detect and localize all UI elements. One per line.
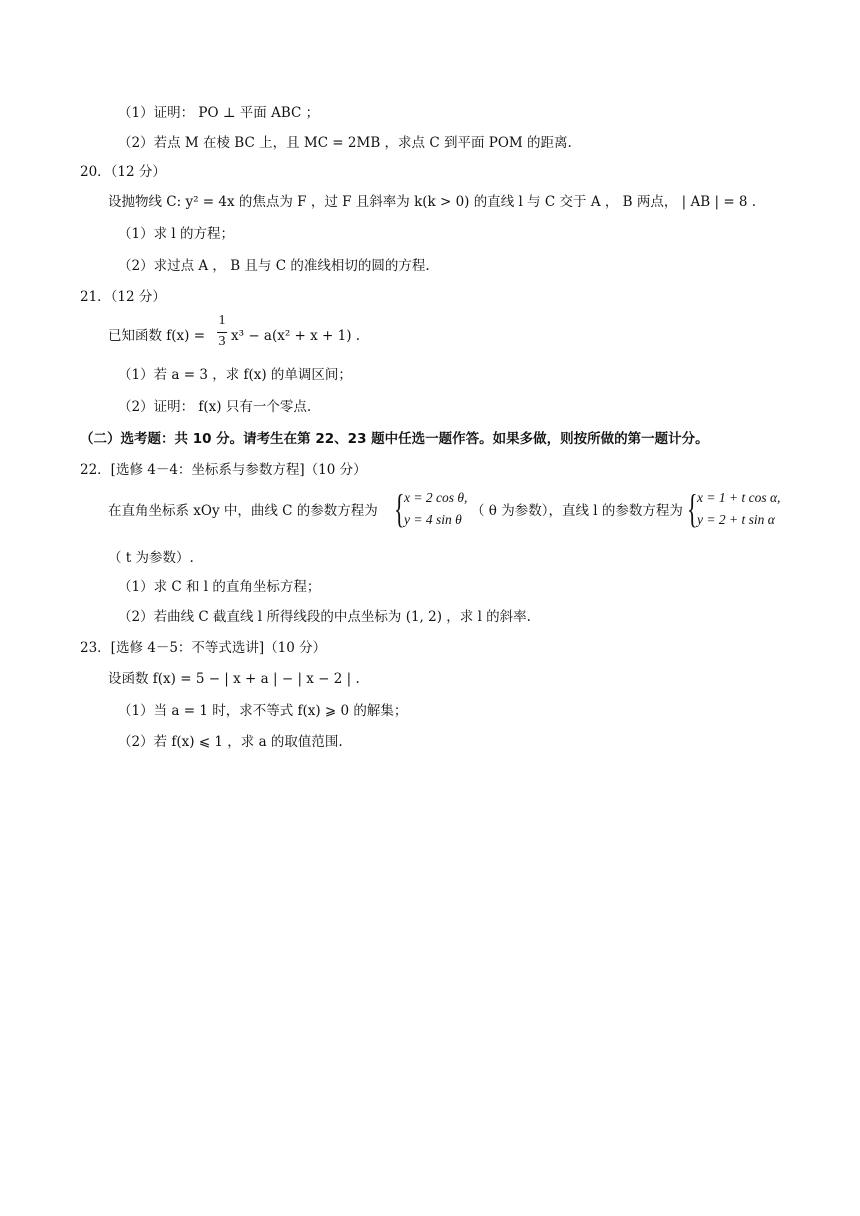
q22-heading: 22．[选修 4－4：坐标系与参数方程]（10 分） — [80, 462, 367, 478]
q21-heading: 21．（12 分） — [80, 289, 166, 305]
q21-fraction-numerator: 1 — [218, 313, 226, 328]
q20-heading: 20．（12 分） — [80, 164, 166, 180]
q23-part2: （2）若 f(x) ⩽ 1 ，求 a 的取值范围. — [118, 734, 343, 750]
q22-system2-line2: y = 2 + t sin α — [697, 512, 775, 527]
q20-part2: （2）求过点 A ， B 且与 C 的准线相切的圆的方程. — [118, 258, 430, 274]
q20-part1: （1）求 l 的方程； — [118, 226, 234, 242]
q22-system1-brace: { — [394, 486, 405, 531]
q22-part2: （2）若曲线 C 截直线 l 所得线段的中点坐标为 (1, 2) ，求 l 的斜率. — [118, 609, 531, 625]
q22-part1: （1）求 C 和 l 的直角坐标方程； — [118, 579, 321, 595]
q21-fraction-denominator: 3 — [218, 334, 226, 349]
q22-stem-part-c: （ t 为参数）. — [108, 550, 194, 566]
q22-system2-line1: x = 1 + t cos α, — [697, 490, 781, 505]
q22-system1-line1: x = 2 cos θ, — [404, 490, 468, 505]
q22-system2-brace: { — [687, 486, 698, 531]
q19-part2: （2）若点 M 在棱 BC 上，且 MC = 2MB ，求点 C 到平面 POM 的距离. — [118, 135, 572, 151]
q19-part1: （1）证明： PO ⊥ 平面 ABC ； — [118, 105, 320, 121]
q22-stem-part-a: 在直角坐标系 xOy 中，曲线 C 的参数方程为 — [108, 503, 378, 519]
q21-stem-suffix: x³ − a(x² + x + 1) . — [231, 328, 361, 344]
q23-stem: 设函数 f(x) = 5 − | x + a | − | x − 2 | . — [108, 671, 360, 687]
q22-system1-line2: y = 4 sin θ — [404, 512, 462, 527]
section-heading-optional: （二）选考题：共 10 分。请考生在第 22、23 题中任选一题作答。如果多做，则按所做的第一题计分。 — [80, 431, 709, 447]
q23-heading: 23．[选修 4－5：不等式选讲]（10 分） — [80, 640, 327, 656]
q20-stem: 设抛物线 C: y² = 4x 的焦点为 F ，过 F 且斜率为 k(k > 0) 的直线 l 与 C 交于 A ， B 两点， | AB | = 8 . — [108, 194, 757, 210]
q21-part1: （1）若 a = 3 ，求 f(x) 的单调区间； — [118, 367, 352, 383]
q23-part1: （1）当 a = 1 时，求不等式 f(x) ⩾ 0 的解集； — [118, 703, 408, 719]
q21-stem-prefix: 已知函数 f(x) = — [108, 328, 206, 344]
q22-stem-part-b: （ θ 为参数），直线 l 的参数方程为 — [471, 503, 683, 519]
q21-part2: （2）证明： f(x) 只有一个零点. — [118, 399, 312, 415]
q21-fraction-bar — [217, 332, 227, 333]
